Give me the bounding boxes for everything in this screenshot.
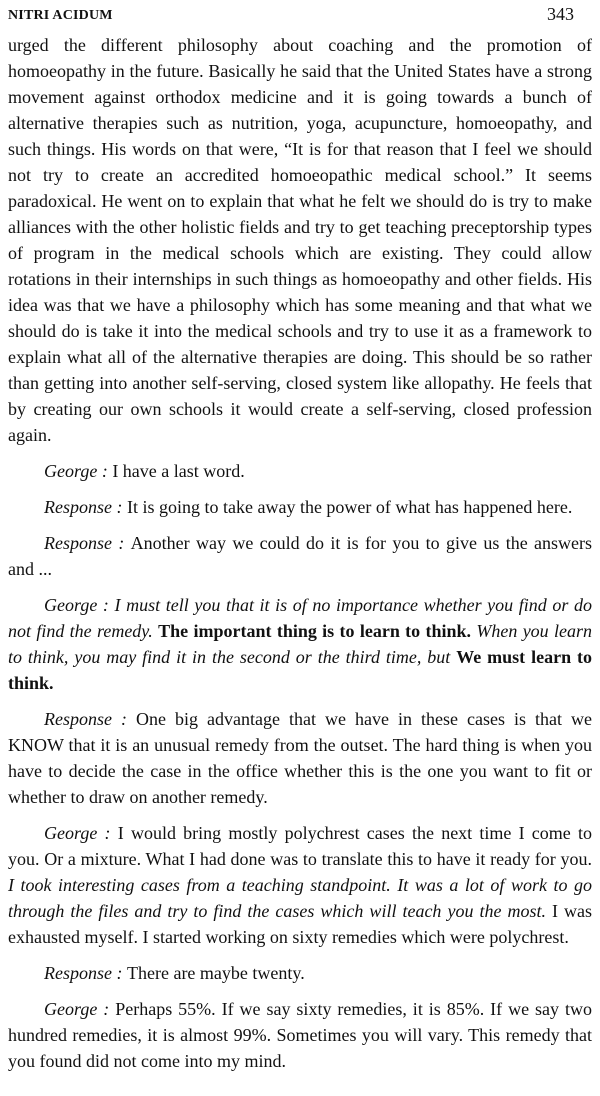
dialogue-paragraph <box>8 592 592 696</box>
paragraph-text: One big advantage that we have in these cases is that we KNOW that it is an unusual remedy from the outset. The hard thing is when you have to decide the case in the office whether this is the one you want to fit or whether to draw on another remedy. <box>8 709 593 807</box>
dialogue-paragraph <box>8 996 592 1074</box>
paragraph-text: Another way we could do it is for you to give us the answers and ... <box>8 533 593 579</box>
body-text <box>8 32 592 1074</box>
page-number: 343 <box>547 4 574 24</box>
dialogue-paragraph <box>8 458 592 484</box>
speaker-label: George : <box>44 999 116 1019</box>
bold-text: We must learn to think. <box>8 647 592 693</box>
paragraph-text: urged the different philosophy about coaching and the promotion of homoeopathy in the future. Basically he said that the United States have a strong movement against orthodox medicine and it is going towards a bunch of alternative therapies such as nutrition, yoga, acupuncture, homoeopathy, and such things. His words on that were, “It is for that reason that I feel we should not try to create an accredited homoeopathic medical school.” It seems paradoxical. He went on to explain that what he felt we should do is try to make alliances with the other holistic fields and try to get teaching preceptorship types of program in the medical schools which are existing. They could allow rotations in their internships in such things as homoeopathy and other fields. His idea was that we have a philosophy which has some meaning and that what we should do is take it into the medical schools and try to use it as a framework to explain what all of the alternative therapies are doing. This should be so rather than getting into another self-serving, closed system like allopathy. He feels that by creating our own schools it would create a self-serving, closed profession again. <box>8 35 592 445</box>
speaker-label: George : <box>44 595 115 615</box>
paragraph-text: There are maybe twenty. <box>126 963 305 983</box>
paragraph <box>8 32 592 448</box>
speaker-label: Response : <box>44 963 127 983</box>
dialogue-paragraph <box>8 820 592 950</box>
paragraph-text: I was exhausted myself. I started working on sixty remedies which were polychrest. <box>8 901 592 947</box>
dialogue-paragraph <box>8 706 592 810</box>
paragraph-text: I would bring mostly polychrest cases the next time I come to you. Or a mixture. What I had done was to translate this to have it ready for you. <box>8 823 593 869</box>
italic-text: When you learn to think, you may find it in the second or the third time, but <box>8 621 593 667</box>
dialogue-paragraph <box>8 494 592 520</box>
bold-text: The important thing is to learn to think. <box>158 621 477 641</box>
paragraph-text: I have a last word. <box>112 461 245 481</box>
italic-text: I took interesting cases from a teaching standpoint. It was a lot of work to go through the files and try to find the cases which will teach you the most. <box>8 875 592 921</box>
speaker-label: George : <box>44 461 113 481</box>
speaker-label: Response : <box>44 709 137 729</box>
italic-text: I must tell you that it is of no importance whether you find or do not find the remedy. <box>8 595 592 641</box>
page-header <box>8 4 592 30</box>
dialogue-paragraph <box>8 960 592 986</box>
paragraph-text: Perhaps 55%. If we say sixty remedies, it is 85%. If we say two hundred remedies, it is almost 99%. Sometimes you will vary. This remedy that you found did not come into my mind. <box>8 999 592 1071</box>
running-head: NITRI ACIDUM <box>8 8 113 23</box>
speaker-label: Response : <box>44 533 131 553</box>
speaker-label: Response : <box>44 497 127 517</box>
dialogue-paragraph <box>8 530 592 582</box>
speaker-label: George : <box>44 823 118 843</box>
paragraph-text: It is going to take away the power of what has happened here. <box>126 497 573 517</box>
